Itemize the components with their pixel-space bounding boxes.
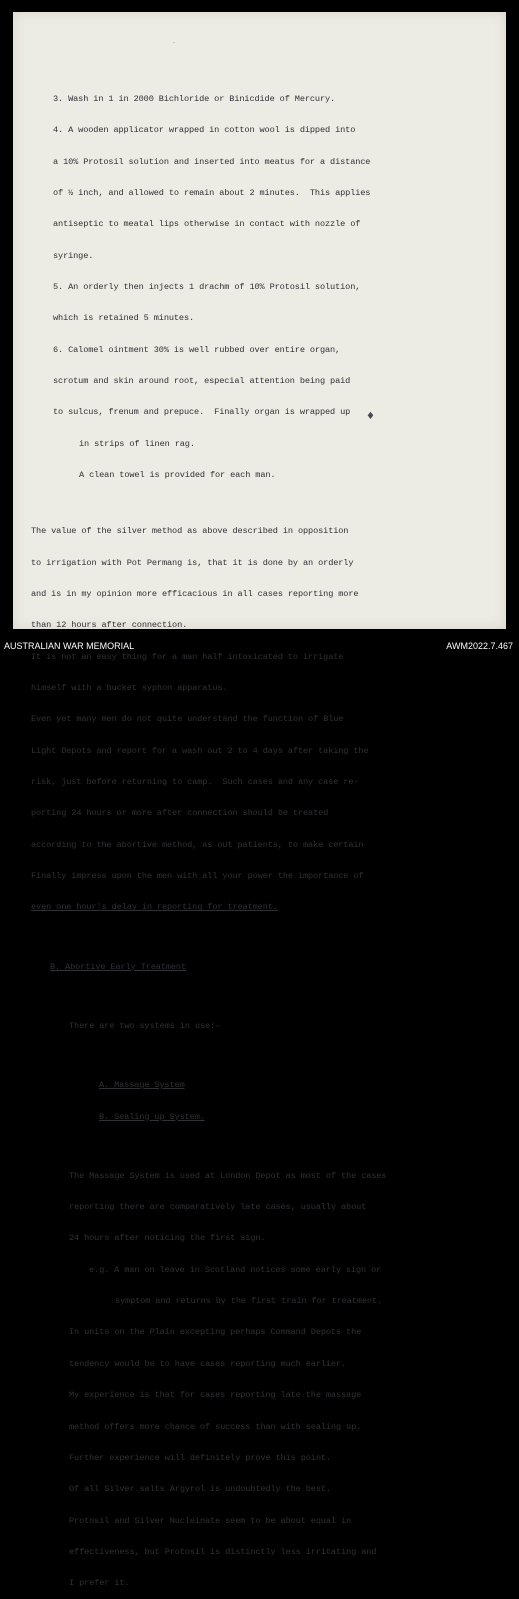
text-line: and is in my opinion more efficacious in all cases reporting more bbox=[31, 588, 359, 599]
text-line: method offers more chance of success than with sealing up. bbox=[69, 1421, 362, 1432]
text-line: My experience is that for cases reporting late the massage bbox=[69, 1390, 362, 1401]
text-line: a 10% Protosil solution and inserted into meatus for a distance bbox=[53, 156, 371, 167]
text-line: Finally impress upon the men with all your power the importance of bbox=[31, 871, 364, 882]
text-line: I prefer it. bbox=[69, 1578, 130, 1589]
text-line: Light Depots and report for a wash out 2 to 4 days after taking the bbox=[31, 745, 369, 756]
text-line: effectiveness, but Protosil is distinctly less irritating and bbox=[69, 1546, 377, 1557]
text-line: There are two systems in use:- bbox=[69, 1020, 221, 1031]
text-line: according to the abortive method, as out patients, to make certain bbox=[31, 839, 364, 850]
text-line: 6. Calomel ointment 30% is well rubbed over entire organ, bbox=[53, 344, 341, 355]
text-line: syringe. bbox=[53, 250, 94, 261]
text-line: tendency would be to have cases reporting much earlier. bbox=[69, 1358, 347, 1369]
text-line: porting 24 hours or more after connection should be treated bbox=[31, 808, 329, 819]
text-line: 4. A wooden applicator wrapped in cotton wool is dipped into bbox=[53, 125, 356, 136]
text-line: symptom and returns by the first train for treatment. bbox=[115, 1296, 382, 1307]
text-line: scrotum and skin around root, especial attention being paid bbox=[53, 376, 351, 386]
text-line: reporting there are comparatively late cases, usually about bbox=[69, 1202, 367, 1213]
text-line: A clean towel is provided for each man. bbox=[79, 470, 276, 481]
typed-text bbox=[31, 73, 483, 1599]
text-line: 5. An orderly then injects 1 drachm of 10% Protosil solution, bbox=[53, 281, 361, 292]
text-line: The value of the silver method as above described in opposition bbox=[31, 526, 349, 537]
footer-bar bbox=[0, 637, 519, 653]
text-line: than 12 hours after connection. bbox=[31, 620, 188, 631]
text-line: It is not an easy thing for a man half intoxicated to irrigate bbox=[31, 651, 344, 662]
footer-accession-number: AWM2022.7.467 bbox=[446, 641, 513, 651]
text-line: himself with a bucket syphon apparatus. bbox=[31, 683, 228, 693]
text-line: Protosil and Silver Nucleinate seem to be about equal in bbox=[69, 1515, 352, 1526]
text-line: antiseptic to meatal lips otherwise in contact with nozzle of bbox=[53, 219, 361, 230]
text-line: The Massage System is used at London Depot as most of the cases bbox=[69, 1170, 387, 1181]
text-line: 24 hours after noticing the first sign. bbox=[69, 1233, 266, 1244]
text-line: to irrigation with Pot Permang is, that it is done by an orderly bbox=[31, 557, 354, 568]
text-line: 3. Wash in 1 in 2000 Bichloride or Binicdide of Mercury. bbox=[53, 93, 336, 104]
text-line: In units on the Plain excepting perhaps Command Depots the bbox=[69, 1327, 362, 1338]
text-line: Further experience will definitely prove this point. bbox=[69, 1452, 331, 1463]
section-heading: B. Abortive Early Treatment bbox=[50, 961, 187, 972]
stray-mark: · bbox=[173, 40, 175, 47]
footer-credit: AUSTRALIAN WAR MEMORIAL bbox=[4, 641, 135, 651]
text-line: Of all Silver salts Argyrol is undoubtedly the best. bbox=[69, 1484, 331, 1495]
list-item: A. Massage System bbox=[99, 1080, 185, 1091]
text-line: which is retained 5 minutes. bbox=[53, 313, 195, 324]
text-line: of ½ inch, and allowed to remain about 2 minutes. This applies bbox=[53, 187, 371, 198]
text-line: in strips of linen rag. bbox=[79, 438, 195, 449]
text-line: e.g. A man on leave in Scotland notices some early sign or bbox=[89, 1264, 382, 1275]
text-line: Even yet many men do not quite understand the function of Blue bbox=[31, 714, 344, 725]
text-line: to sulcus, frenum and prepuce. Finally organ is wrapped up bbox=[53, 407, 351, 418]
text-line: risk, just before returning to camp. Such cases and any case re- bbox=[31, 777, 359, 788]
text-line: even one hour's delay in reporting for treatment. bbox=[31, 902, 278, 913]
list-item: B. Sealing up System. bbox=[99, 1111, 205, 1122]
ink-mark: ♦ bbox=[366, 411, 375, 422]
